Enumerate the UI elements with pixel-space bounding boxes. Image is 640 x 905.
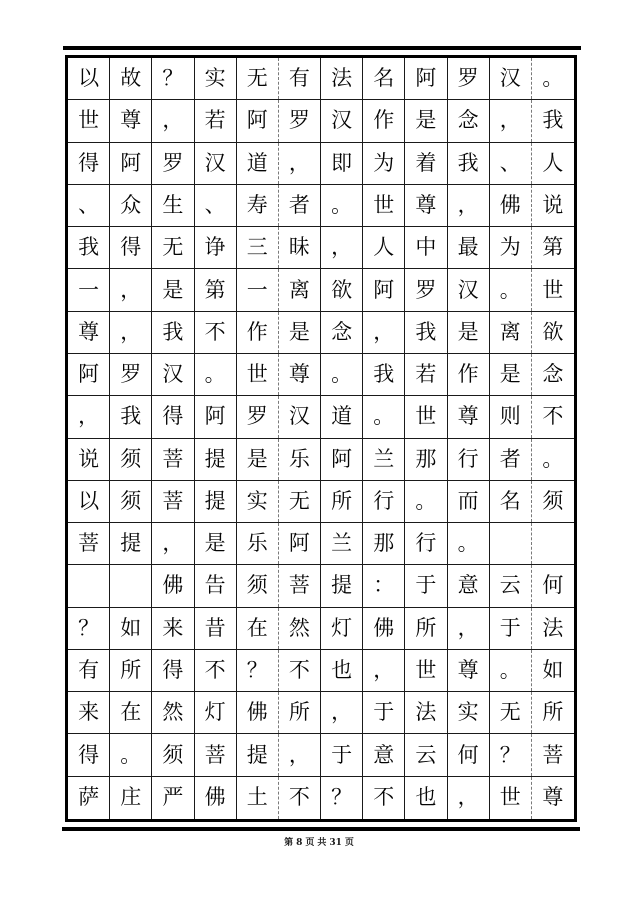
grid-cell: 行 (448, 439, 490, 480)
grid-cell-empty (110, 565, 152, 606)
grid-row (68, 692, 574, 734)
grid-cell: 诤 (195, 227, 237, 268)
grid-cell: 汉 (321, 100, 363, 141)
grid-cell: 寿 (237, 185, 279, 226)
grid-cell-empty (490, 523, 532, 564)
grid-cell: 不 (542, 404, 564, 429)
grid-cell: ， (363, 312, 405, 353)
grid-cell: 世 (490, 777, 532, 819)
grid-cell: 说 (542, 192, 564, 217)
grid-cell: ， (363, 650, 405, 691)
grid-cell: 行 (363, 481, 405, 522)
grid-cell: 须 (237, 565, 279, 606)
grid-cell: 有 (68, 650, 110, 691)
grid-cell: 须 (110, 439, 152, 480)
grid-cell: ， (448, 608, 490, 649)
grid-cell: 作 (448, 354, 490, 395)
grid-cell: 在 (110, 692, 152, 733)
grid-cell: 着 (405, 143, 447, 184)
grid-cell: 实 (448, 692, 490, 733)
grid-cell: 得 (152, 650, 194, 691)
grid-cell: 菩 (279, 565, 321, 606)
grid-cell: 云 (490, 565, 532, 606)
grid-cell: 如 (110, 608, 152, 649)
grid-cell: 萨 (68, 777, 110, 819)
grid-cell: 一 (68, 269, 110, 310)
grid-cell: 罗 (152, 143, 194, 184)
grid-cell: 世 (405, 650, 447, 691)
page-prefix: 第 (284, 837, 294, 848)
grid-cell: 。 (542, 446, 564, 471)
grid-cell: 法 (405, 692, 447, 733)
total-pages-number: 31 (329, 837, 342, 848)
grid-cell: 离 (279, 269, 321, 310)
grid-row (68, 565, 574, 607)
grid-cell: 我 (152, 312, 194, 353)
grid-cell: 离 (490, 312, 532, 353)
grid-cell: 菩 (195, 734, 237, 775)
grid-cell: 世 (363, 185, 405, 226)
grid-cell: 实 (195, 58, 237, 99)
grid-cell: ， (152, 523, 194, 564)
grid-cell: ， (110, 269, 152, 310)
grid-row (68, 269, 574, 311)
top-rule (63, 46, 581, 50)
grid-cell: 我 (405, 312, 447, 353)
grid-row (68, 354, 574, 396)
grid-row (68, 439, 574, 481)
grid-cell: 罗 (405, 269, 447, 310)
grid-cell: 乐 (279, 439, 321, 480)
grid-cell: 、 (68, 185, 110, 226)
grid-cell: 我 (542, 108, 564, 133)
grid-cell: 我 (68, 227, 110, 268)
grid-row (68, 734, 574, 776)
grid-cell: 不 (279, 777, 321, 819)
grid-cell: 名 (363, 58, 405, 99)
grid-cell: 以 (68, 481, 110, 522)
grid-cell: 佛 (237, 692, 279, 733)
grid-cell: ， (68, 396, 110, 437)
grid-cell: 灯 (195, 692, 237, 733)
grid-cell: 菩 (542, 742, 564, 767)
grid-cell: 尊 (448, 396, 490, 437)
grid-cell: ， (279, 734, 321, 775)
grid-cell: 何 (542, 573, 564, 598)
grid-cell: 不 (363, 777, 405, 819)
grid-cell: ， (279, 143, 321, 184)
grid-cell: 也 (405, 777, 447, 819)
grid-cell: 为 (490, 227, 532, 268)
grid-cell: 若 (195, 100, 237, 141)
grid-cell: 念 (321, 312, 363, 353)
total-suffix: 页 (344, 837, 354, 848)
grid-cell: 。 (195, 354, 237, 395)
grid-cell: 无 (152, 227, 194, 268)
grid-cell: 阿 (110, 143, 152, 184)
grid-cell: 。 (490, 269, 532, 310)
grid-cell: 有 (279, 58, 321, 99)
total-prefix: 共 (317, 837, 327, 848)
grid-cell: 一 (237, 269, 279, 310)
grid-cell: ， (110, 312, 152, 353)
grid-cell: 汉 (279, 396, 321, 437)
grid-cell: 作 (363, 100, 405, 141)
grid-cell: 尊 (542, 785, 564, 810)
grid-cell: 菩 (152, 439, 194, 480)
page-number-footer (0, 837, 638, 849)
grid-cell: 阿 (363, 269, 405, 310)
grid-cell: 汉 (195, 143, 237, 184)
grid-cell: 兰 (363, 439, 405, 480)
grid-cell: 不 (279, 650, 321, 691)
grid-cell: 世 (237, 354, 279, 395)
grid-cell: 欲 (542, 319, 564, 344)
grid-cell: 昧 (279, 227, 321, 268)
grid-row (68, 650, 574, 692)
grid-cell: 然 (152, 692, 194, 733)
grid-cell: 乐 (237, 523, 279, 564)
grid-cell: 汉 (490, 58, 532, 99)
grid-cell: 提 (321, 565, 363, 606)
grid-cell: 者 (490, 439, 532, 480)
grid-cell: 。 (363, 396, 405, 437)
grid-cell: 所 (279, 692, 321, 733)
grid-cell: 第 (542, 235, 564, 260)
grid-cell: 须 (110, 481, 152, 522)
grid-cell: 若 (405, 354, 447, 395)
grid-cell: 众 (110, 185, 152, 226)
grid-cell: 道 (321, 396, 363, 437)
grid-row (68, 227, 574, 269)
grid-cell: ： (363, 565, 405, 606)
grid-cell: 人 (363, 227, 405, 268)
grid-cell: 得 (152, 396, 194, 437)
grid-cell: ， (321, 227, 363, 268)
grid-cell: 菩 (68, 523, 110, 564)
grid-cell: 、 (490, 143, 532, 184)
grid-cell: 世 (405, 396, 447, 437)
grid-cell: 昔 (195, 608, 237, 649)
grid-cell: 是 (448, 312, 490, 353)
grid-cell: 告 (195, 565, 237, 606)
grid-cell: 须 (152, 734, 194, 775)
grid-row (68, 100, 574, 142)
grid-cell: 提 (195, 481, 237, 522)
grid-cell: 也 (321, 650, 363, 691)
grid-cell: 意 (363, 734, 405, 775)
grid-cell: 然 (279, 608, 321, 649)
grid-cell: 第 (195, 269, 237, 310)
grid-cell: 生 (152, 185, 194, 226)
grid-cell: ， (448, 777, 490, 819)
grid-row (68, 185, 574, 227)
grid-cell: 。 (542, 66, 564, 91)
grid-cell: ， (448, 185, 490, 226)
grid-cell: 无 (490, 692, 532, 733)
grid-cell: 提 (237, 734, 279, 775)
grid-cell: 。 (321, 354, 363, 395)
grid-cell: ， (321, 692, 363, 733)
grid-cell: 三 (237, 227, 279, 268)
grid-cell: 是 (152, 269, 194, 310)
grid-row (68, 143, 574, 185)
grid-cell: 是 (237, 439, 279, 480)
grid-cell: 于 (490, 608, 532, 649)
grid-cell: 那 (405, 439, 447, 480)
grid-cell: 。 (448, 523, 490, 564)
grid-cell: 中 (405, 227, 447, 268)
grid-cell: 如 (542, 658, 564, 683)
grid-row (68, 481, 574, 523)
grid-cell: 人 (542, 150, 564, 175)
grid-cell: 欲 (321, 269, 363, 310)
bottom-rule (62, 827, 580, 831)
grid-cell: 故 (110, 58, 152, 99)
grid-cell: 是 (405, 100, 447, 141)
grid-cell: ？ (490, 734, 532, 775)
grid-cell: 庄 (110, 777, 152, 819)
grid-cell: 土 (237, 777, 279, 819)
grid-row (68, 777, 574, 819)
grid-cell: 阿 (237, 100, 279, 141)
grid-cell: 尊 (279, 354, 321, 395)
grid-cell: 所 (542, 700, 564, 725)
grid-cell: 在 (237, 608, 279, 649)
grid-cell: 兰 (321, 523, 363, 564)
grid-cell: 我 (448, 143, 490, 184)
grid-cell: 罗 (110, 354, 152, 395)
grid-cell: 所 (110, 650, 152, 691)
grid-cell: 罗 (448, 58, 490, 99)
grid-cell: 得 (110, 227, 152, 268)
grid-cell: 菩 (152, 481, 194, 522)
grid-cell: 何 (448, 734, 490, 775)
grid-cell: 最 (448, 227, 490, 268)
grid-cell: 须 (542, 488, 564, 513)
grid-cell: 不 (195, 312, 237, 353)
grid-cell: 得 (68, 143, 110, 184)
current-page-number: 8 (296, 837, 303, 848)
grid-cell: ？ (152, 58, 194, 99)
grid-row (68, 312, 574, 354)
grid-cell: 灯 (321, 608, 363, 649)
grid-cell: ？ (321, 777, 363, 819)
grid-cell: 意 (448, 565, 490, 606)
grid-cell: 。 (405, 481, 447, 522)
grid-cell: 佛 (195, 777, 237, 819)
grid-cell: 罗 (237, 396, 279, 437)
grid-cell: 于 (321, 734, 363, 775)
grid-cell: 来 (152, 608, 194, 649)
grid-cell-empty (532, 523, 574, 564)
grid-cell: 是 (279, 312, 321, 353)
grid-cell: 我 (110, 396, 152, 437)
grid-cell: 者 (279, 185, 321, 226)
grid-cell: 于 (405, 565, 447, 606)
grid-cell: 于 (363, 692, 405, 733)
grid-row (68, 396, 574, 438)
grid-cell: 则 (490, 396, 532, 437)
grid-cell: 。 (110, 734, 152, 775)
grid-cell: 、 (195, 185, 237, 226)
grid-cell: 说 (68, 439, 110, 480)
grid-cell: 是 (195, 523, 237, 564)
grid-cell: 来 (68, 692, 110, 733)
grid-cell: 严 (152, 777, 194, 819)
grid-cell: 尊 (405, 185, 447, 226)
grid-cell: 汉 (152, 354, 194, 395)
grid-cell: ？ (237, 650, 279, 691)
grid-cell: 我 (363, 354, 405, 395)
grid-cell: 念 (542, 362, 564, 387)
grid-cell: 所 (405, 608, 447, 649)
grid-cell: 为 (363, 143, 405, 184)
grid-cell: 所 (321, 481, 363, 522)
grid-cell-empty (68, 565, 110, 606)
grid-cell: 法 (321, 58, 363, 99)
grid-cell: 道 (237, 143, 279, 184)
page-label: 页 (305, 837, 315, 848)
grid-cell: 阿 (195, 396, 237, 437)
grid-cell: 法 (542, 615, 564, 640)
grid-cell: 是 (490, 354, 532, 395)
grid-cell: 不 (195, 650, 237, 691)
grid-cell: 即 (321, 143, 363, 184)
grid-cell: ， (152, 100, 194, 141)
grid-cell: 世 (542, 277, 564, 302)
grid-cell: 作 (237, 312, 279, 353)
grid-cell: 阿 (405, 58, 447, 99)
grid-cell: 汉 (448, 269, 490, 310)
grid-cell: 阿 (279, 523, 321, 564)
grid-cell: 名 (490, 481, 532, 522)
grid-row (68, 58, 574, 100)
grid-cell: 尊 (448, 650, 490, 691)
grid-cell: ？ (68, 608, 110, 649)
grid-cell: 提 (195, 439, 237, 480)
grid-cell: 云 (405, 734, 447, 775)
grid-cell: 实 (237, 481, 279, 522)
grid-cell: 阿 (321, 439, 363, 480)
grid-cell: 无 (237, 58, 279, 99)
grid-cell: 以 (68, 58, 110, 99)
grid-cell: 世 (68, 100, 110, 141)
grid-cell: 念 (448, 100, 490, 141)
grid-cell: 阿 (68, 354, 110, 395)
grid-row (68, 523, 574, 565)
grid-cell: 行 (405, 523, 447, 564)
grid-cell: 佛 (152, 565, 194, 606)
grid-cell: 提 (110, 523, 152, 564)
grid-cell: 得 (68, 734, 110, 775)
grid-cell: 罗 (279, 100, 321, 141)
grid-cell: 。 (490, 650, 532, 691)
grid-cell: 。 (321, 185, 363, 226)
character-grid (65, 55, 577, 822)
grid-cell: 佛 (363, 608, 405, 649)
grid-cell: 佛 (490, 185, 532, 226)
grid-cell: 而 (448, 481, 490, 522)
grid-cell: 无 (279, 481, 321, 522)
grid-row (68, 608, 574, 650)
grid-cell: ， (490, 100, 532, 141)
grid-cell: 尊 (68, 312, 110, 353)
grid-cell: 那 (363, 523, 405, 564)
grid-cell: 尊 (110, 100, 152, 141)
